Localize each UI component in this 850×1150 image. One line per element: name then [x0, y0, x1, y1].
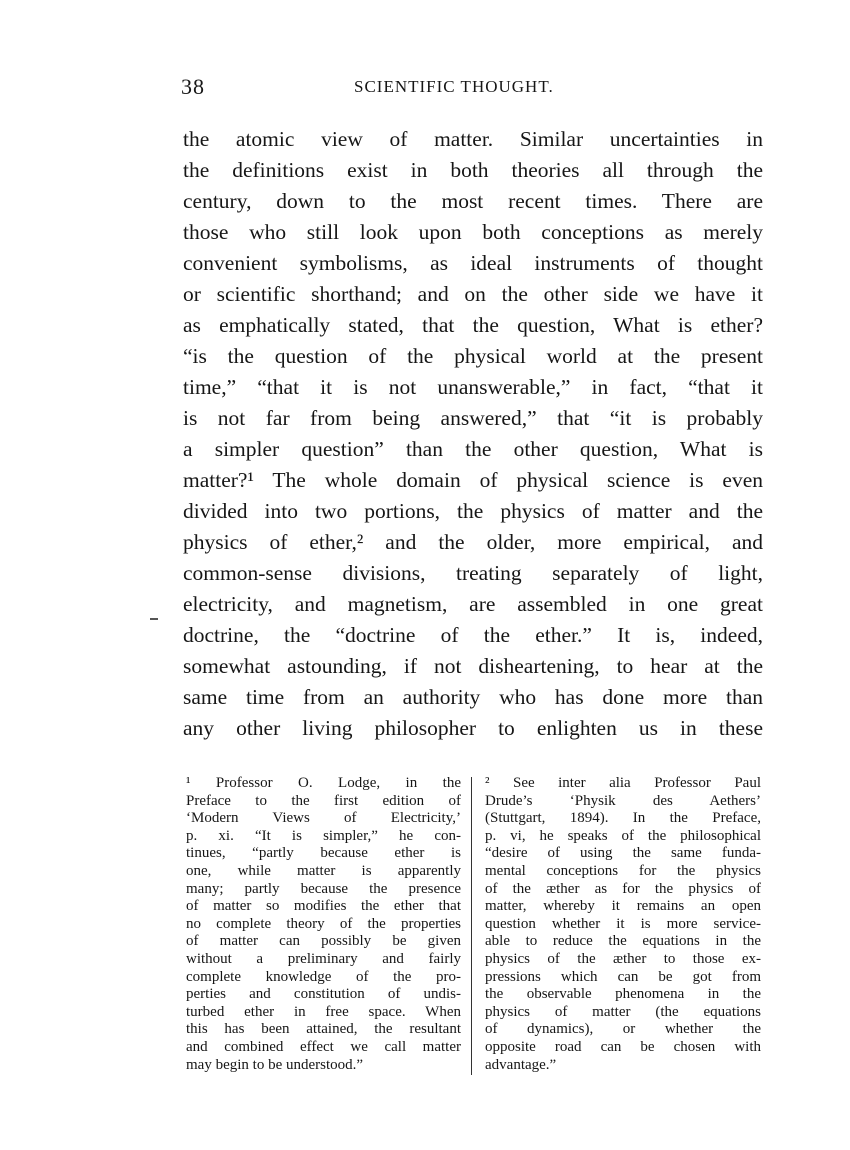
footnote-line: of matter can possibly be given [186, 933, 461, 950]
footnote-line: advantage.” [485, 1056, 557, 1073]
footnote-line: the observable phenomena in the [485, 986, 761, 1003]
footnote-line: Preface to the first edition of [186, 792, 461, 809]
footnote-line: physics of matter (the equations [485, 1003, 761, 1020]
footnote-line: without a preliminary and fairly [186, 950, 461, 967]
footnote-line: question whether it is more service- [485, 915, 761, 932]
footnote-line: and combined effect we call matter [186, 1038, 461, 1055]
body-line: convenient symbolisms, as ideal instruments of thought [183, 251, 763, 275]
footnote-line: one, while matter is apparently [186, 862, 461, 879]
footnote-line: no complete theory of the properties [186, 915, 461, 932]
footnote-line: p. vi, he speaks of the philosophical [485, 827, 761, 844]
body-line: time,” “that it is not unanswerable,” in fact, “that it [183, 375, 763, 399]
body-line: is not far from being answered,” that “it is probably [183, 406, 763, 430]
body-line: matter?¹ The whole domain of physical science is even [183, 468, 763, 492]
footnote-line: tinues, “partly because ether is [186, 845, 461, 862]
body-line: “is the question of the physical world at the present [183, 344, 763, 368]
body-line: electricity, and magnetism, are assembled in one great [183, 592, 763, 616]
footnote-line: may begin to be understood.” [186, 1056, 364, 1073]
footnote-line: of the æther as for the physics of [485, 880, 761, 897]
footnote-line: perties and constitution of undis- [186, 986, 461, 1003]
footnote-line: physics of the æther to those ex- [485, 950, 761, 967]
body-line: as emphatically stated, that the question, What is ether? [183, 313, 763, 337]
body-line: those who still look upon both conceptions as merely [183, 220, 763, 244]
footnote-line: opposite road can be chosen with [485, 1038, 761, 1055]
body-line: divided into two portions, the physics of matter and the [183, 499, 763, 523]
body-line: a simpler question” than the other question, What is [183, 437, 763, 461]
footnote-line: complete knowledge of the pro- [186, 968, 461, 985]
body-line: common-sense divisions, treating separately of light, [183, 561, 763, 585]
footnote-2 [485, 775, 761, 1074]
footnote-line: ² See inter alia Professor Paul [485, 775, 761, 791]
footnote-line: many; partly because the presence [186, 880, 461, 897]
page-number: 38 [181, 74, 205, 99]
footnote-line: this has been attained, the resultant [186, 1021, 461, 1038]
footnote-line: Drude’s ‘Physik des Aethers’ [485, 792, 761, 809]
footnote-line: mental conceptions for the physics [485, 862, 761, 879]
body-line: century, down to the most recent times. There are [183, 189, 763, 213]
footnote-line: (Stuttgart, 1894). In the Preface, [485, 810, 761, 827]
footnote-line: able to reduce the equations in the [485, 933, 761, 950]
footnote-line: p. xi. “It is simpler,” he con- [186, 827, 461, 844]
footnote-line: pressions which can be got from [485, 968, 761, 985]
footnote-line: of dynamics), or whether the [485, 1021, 761, 1038]
footnote-line: ¹ Professor O. Lodge, in the [186, 775, 461, 791]
body-line: same time from an authority who has done more than [183, 685, 763, 709]
print-speck [150, 618, 158, 620]
body-text [183, 124, 763, 744]
footnote-line: of matter so modifies the ether that [186, 898, 461, 915]
body-line: somewhat astounding, if not disheartening, to hear at the [183, 654, 763, 678]
footnotes [186, 775, 764, 1085]
footnote-line: turbed ether in free space. When [186, 1003, 461, 1020]
body-line: doctrine, the “doctrine of the ether.” It is, indeed, [183, 623, 763, 647]
body-line: any other living philosopher to enlighten us in these [183, 716, 763, 740]
body-line: the atomic view of matter. Similar uncertainties in [183, 127, 763, 151]
footnote-1 [186, 775, 461, 1074]
running-title: SCIENTIFIC THOUGHT. [354, 77, 554, 96]
body-line: the definitions exist in both theories all through the [183, 158, 763, 182]
footnote-line: ‘Modern Views of Electricity,’ [186, 810, 461, 827]
footnote-divider [471, 777, 472, 1075]
footnote-line: “desire of using the same funda- [485, 845, 761, 862]
body-line: or scientific shorthand; and on the other side we have it [183, 282, 763, 306]
footnote-line: matter, whereby it remains an open [485, 898, 761, 915]
body-line: physics of ether,² and the older, more empirical, and [183, 530, 763, 554]
